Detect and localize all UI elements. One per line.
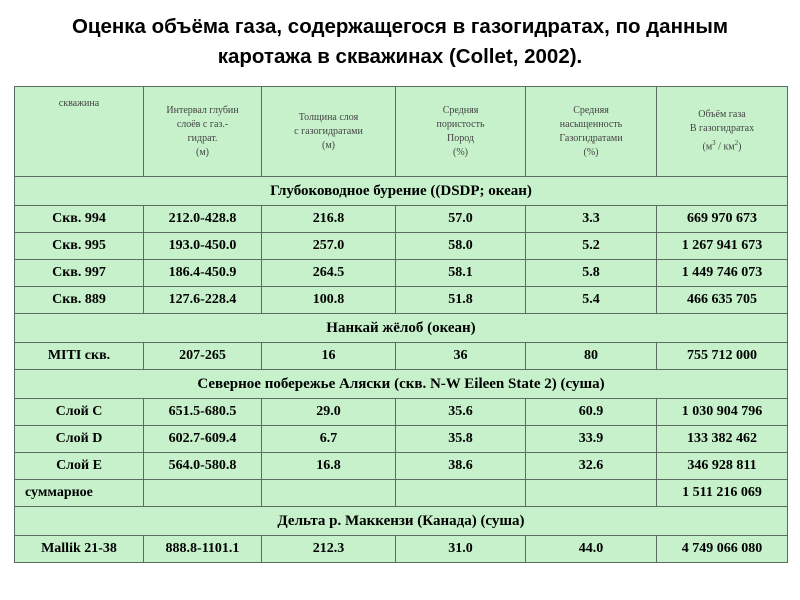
cell-saturation: 33.9 — [526, 426, 657, 453]
cell-saturation: 44.0 — [526, 536, 657, 563]
cell-thickness: 212.3 — [262, 536, 396, 563]
cell-thickness: 16 — [262, 343, 396, 370]
header-thickness: Толщина слоя с газогидратами (м) — [262, 87, 396, 177]
cell-volume: 669 970 673 — [657, 206, 788, 233]
cell-thickness — [262, 480, 396, 507]
cell-thickness: 6.7 — [262, 426, 396, 453]
cell-porosity: 58.1 — [396, 260, 526, 287]
section-row — [15, 314, 788, 343]
cell-volume: 1 511 216 069 — [657, 480, 788, 507]
cell-porosity: 38.6 — [396, 453, 526, 480]
section-row — [15, 507, 788, 536]
cell-well: Скв. 997 — [15, 260, 144, 287]
table-row — [15, 206, 788, 233]
cell-volume: 4 749 066 080 — [657, 536, 788, 563]
table-row — [15, 453, 788, 480]
section-title: Северное побережье Аляски (скв. N-W Eileen State 2) (суша) — [15, 370, 788, 399]
cell-well: суммарное — [15, 480, 144, 507]
cell-saturation: 5.2 — [526, 233, 657, 260]
cell-interval: 602.7-609.4 — [144, 426, 262, 453]
table-row — [15, 343, 788, 370]
header-volume: Объём газа В газогидратах $(м^3 / км^2)$ — [657, 87, 788, 177]
section-title: Нанкай жёлоб (океан) — [15, 314, 788, 343]
cell-porosity: 35.6 — [396, 399, 526, 426]
cell-interval: 564.0-580.8 — [144, 453, 262, 480]
cell-porosity: 31.0 — [396, 536, 526, 563]
cell-porosity: 57.0 — [396, 206, 526, 233]
cell-thickness: 16.8 — [262, 453, 396, 480]
cell-well: Скв. 889 — [15, 287, 144, 314]
table-row — [15, 399, 788, 426]
cell-saturation: 3.3 — [526, 206, 657, 233]
cell-porosity — [396, 480, 526, 507]
header-interval: Интервал глубин слоёв с газ.- гидрат. (м) — [144, 87, 262, 177]
cell-porosity: 51.8 — [396, 287, 526, 314]
cell-thickness: 29.0 — [262, 399, 396, 426]
table-row — [15, 536, 788, 563]
cell-saturation — [526, 480, 657, 507]
cell-well: Скв. 995 — [15, 233, 144, 260]
cell-thickness: 257.0 — [262, 233, 396, 260]
cell-porosity: 58.0 — [396, 233, 526, 260]
cell-well: MITI скв. — [15, 343, 144, 370]
cell-saturation: 32.6 — [526, 453, 657, 480]
cell-saturation: 80 — [526, 343, 657, 370]
cell-thickness: 264.5 — [262, 260, 396, 287]
table-row — [15, 480, 788, 507]
cell-porosity: 35.8 — [396, 426, 526, 453]
cell-porosity: 36 — [396, 343, 526, 370]
cell-interval: 186.4-450.9 — [144, 260, 262, 287]
cell-saturation: 5.8 — [526, 260, 657, 287]
cell-volume: 1 267 941 673 — [657, 233, 788, 260]
table-row — [15, 233, 788, 260]
cell-saturation: 60.9 — [526, 399, 657, 426]
header-porosity: Средняя пористость Пород (%) — [396, 87, 526, 177]
cell-volume: 466 635 705 — [657, 287, 788, 314]
cell-well: Mallik 21-38 — [15, 536, 144, 563]
table-row — [15, 426, 788, 453]
slide-title — [0, 12, 800, 72]
cell-volume: 346 928 811 — [657, 453, 788, 480]
cell-volume: 1 449 746 073 — [657, 260, 788, 287]
cell-interval: 212.0-428.8 — [144, 206, 262, 233]
title-line-2: каротажа в скважинах (Collet, 2002). — [217, 45, 583, 68]
cell-interval: 651.5-680.5 — [144, 399, 262, 426]
table-row — [15, 260, 788, 287]
section-title: Глубоководное бурение ((DSDP; океан) — [15, 177, 788, 206]
cell-interval — [144, 480, 262, 507]
cell-thickness: 216.8 — [262, 206, 396, 233]
cell-volume: 1 030 904 796 — [657, 399, 788, 426]
header-well: скважина — [15, 87, 144, 177]
cell-volume: 755 712 000 — [657, 343, 788, 370]
cell-thickness: 100.8 — [262, 287, 396, 314]
table-row — [15, 287, 788, 314]
title-line-1: Оценка объёма газа, содержащегося в газогидратах, по данным — [71, 15, 729, 38]
section-title: Дельта р. Маккензи (Канада) (суша) — [15, 507, 788, 536]
cell-interval: 127.6-228.4 — [144, 287, 262, 314]
section-row — [15, 177, 788, 206]
gas-hydrate-table — [14, 86, 788, 563]
cell-interval: 193.0-450.0 — [144, 233, 262, 260]
cell-volume: 133 382 462 — [657, 426, 788, 453]
section-row — [15, 370, 788, 399]
cell-saturation: 5.4 — [526, 287, 657, 314]
cell-interval: 888.8-1101.1 — [144, 536, 262, 563]
table-header-row — [15, 87, 788, 177]
cell-well: Слой D — [15, 426, 144, 453]
header-saturation: Средняя насыщенность Газогидратами (%) — [526, 87, 657, 177]
cell-well: Слой С — [15, 399, 144, 426]
cell-interval: 207-265 — [144, 343, 262, 370]
cell-well: Слой Е — [15, 453, 144, 480]
cell-well: Скв. 994 — [15, 206, 144, 233]
